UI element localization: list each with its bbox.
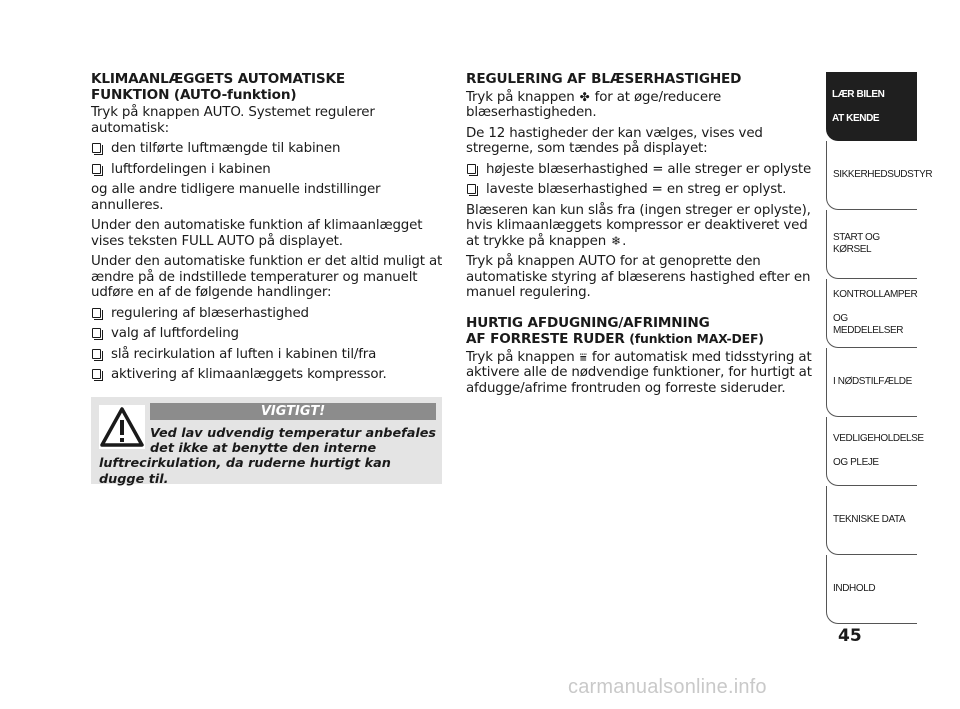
list-item: den tilførte luftmængde til kabinen [91,141,443,157]
paragraph: Under den automatiske funktion er det altid muligt at ændre på de indstillede temperaturer og manuelt udføre en af de følgende handlinger: [91,254,443,300]
tab-i-nodstilfaelde[interactable]: I NØDSTILFÆLDE [826,348,917,417]
checkbox-bullet-icon [92,164,101,174]
list-item: valg af luftfordeling [91,326,443,342]
defrost-icon: ⩸ [579,349,587,364]
paragraph: Under den automatiske funktion af klimaanlægget vises teksten FULL AUTO på displayet. [91,218,423,249]
tab-sikkerhedsudstyr[interactable]: SIKKERHEDSUDSTYR [826,141,917,210]
checkbox-bullet-icon [92,143,101,153]
paragraph: Blæseren kan kun slås fra (ingen streger er oplyste), hvis klimaanlæggets kompressor er deaktiveret ved at trykke på knappen ❄. [466,202,811,249]
list-item: højeste blæserhastighed = alle streger er oplyste [466,162,814,178]
checkbox-bullet-icon [467,184,476,194]
paragraph: Tryk på knappen AUTO. Systemet regulerer automatisk: [91,105,375,136]
paragraph: Tryk på knappen ✤ for at øge/reducere blæserhastigheden. [466,89,722,120]
paragraph: De 12 hastigheder der kan vælges, vises ved stregerne, som tændes på displayet: [466,125,763,156]
list-item: laveste blæserhastighed = en streg er oplyst. [466,182,814,198]
paragraph: og alle andre tidligere manuelle indstillinger annulleres. [91,182,381,213]
tab-start-og-korsel[interactable]: START OG KØRSEL [826,210,917,279]
fan-icon: ✤ [579,89,590,104]
list-item: regulering af blæserhastighed [91,306,443,322]
list-item: luftfordelingen i kabinen [91,162,443,178]
bullet-list [91,306,443,383]
snowflake-icon: ❄ [611,233,622,248]
list-item: slå recirkulation af luften i kabinen til/fra [91,347,443,363]
watermark: carmanualsonline.info [568,676,767,698]
right-column [466,72,814,401]
tab-indhold[interactable]: INDHOLD [826,555,917,624]
tab-laer-bilen-at-kende[interactable]: LÆR BILEN AT KENDE [826,72,917,141]
warning-title: VIGTIGT! [150,403,436,420]
checkbox-bullet-icon [92,349,101,359]
tab-kontrollamper[interactable]: KONTROLLAMPER OG MEDDELELSER [826,279,917,348]
tab-tekniske-data[interactable]: TEKNISKE DATA [826,486,917,555]
left-column [91,72,443,388]
tab-vedligeholdelse[interactable]: VEDLIGEHOLDELSE OG PLEJE [826,417,917,486]
warning-box [91,397,442,487]
section-heading: HURTIG AFDUGNING/AFRIMNING AF FORRESTE RUDER (funktion MAX-DEF) [466,314,764,347]
checkbox-bullet-icon [92,369,101,379]
checkbox-bullet-icon [467,164,476,174]
list-item: aktivering af klimaanlæggets kompressor. [91,367,443,383]
checkbox-bullet-icon [92,328,101,338]
section-heading: KLIMAANLÆGGETS AUTOMATISKE FUNKTION (AUTO-funktion) [91,71,346,103]
section-heading: REGULERING AF BLÆSERHASTIGHED [466,71,742,87]
bullet-list [91,141,443,177]
chapter-tabs [826,72,933,624]
paragraph: Tryk på knappen ⩸ for automatisk med tidsstyring at aktivere alle de nødvendige funktioner, for hurtigt at afdugge/afrime frontruden og forreste sideruder. [466,349,812,396]
checkbox-bullet-icon [92,308,101,318]
bullet-list [466,162,814,198]
page-number: 45 [838,626,862,646]
warning-text: Ved lav udvendig temperatur anbefales det ikke at benytte den interne luftrecirkulation, da ruderne hurtigt kan dugge til. [99,426,437,487]
paragraph: Tryk på knappen AUTO for at genoprette den automatiske styring af blæserens hastighed efter en manuel regulering. [466,254,811,300]
